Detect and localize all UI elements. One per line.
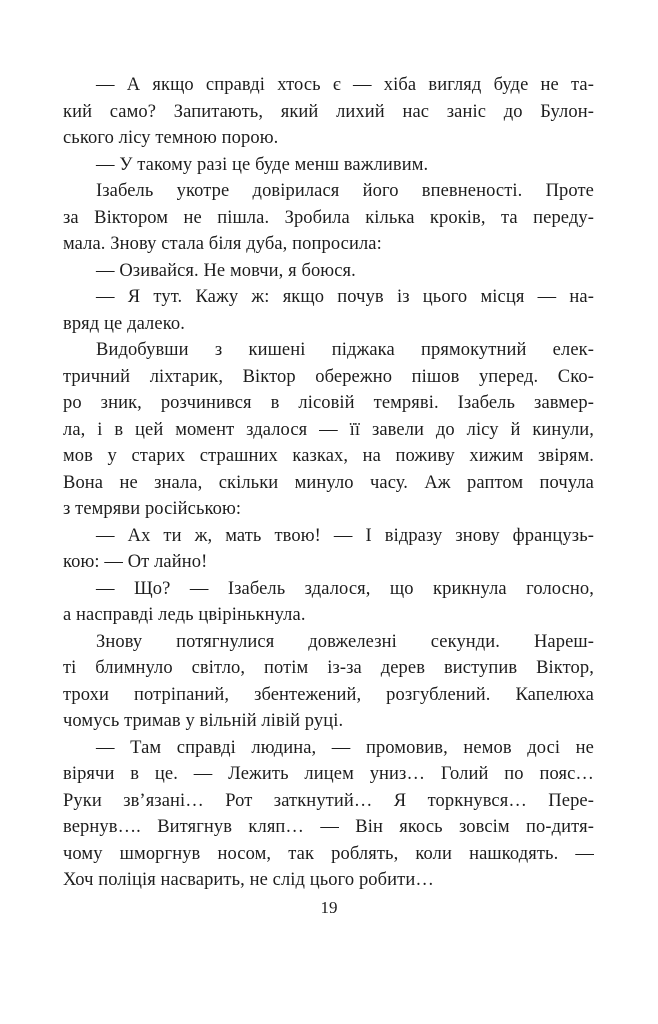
- text-line: ського лісу темною порою.: [63, 128, 279, 148]
- paragraph: [63, 337, 594, 523]
- text-line: Видобувши з кишені піджака прямокутний елек-: [96, 340, 594, 360]
- text-line: кою: — От лайно!: [63, 552, 208, 572]
- paragraph: [63, 178, 594, 258]
- paragraph: [63, 152, 594, 179]
- text-line: ті блимнуло світло, потім із-за дерев виступив Віктор,: [63, 658, 594, 678]
- text-line: чому шморгнув носом, так роблять, коли нашкодять. —: [63, 843, 594, 864]
- text-line: ла, і в цей момент здалося — її завели до лісу й кинули,: [63, 419, 594, 440]
- text-line: тричний ліхтарик, Віктор обережно пішов уперед. Ско-: [63, 366, 594, 387]
- text-line: — Я тут. Кажу ж: якщо почув із цього місця — на-: [96, 287, 594, 307]
- text-line: Ізабель укотре довірилася його впевненості. Проте: [96, 181, 594, 201]
- text-line: вряд це далеко.: [63, 313, 185, 334]
- text-line: ро зник, розчинився в лісовій темряві. Ізабель завмер-: [63, 393, 594, 413]
- text-line: — Озивайся. Не мовчи, я боюся.: [96, 260, 356, 281]
- text-line: мала. Знову стала біля дуба, попросила:: [63, 234, 382, 254]
- text-line: Вона не знала, скільки минуло часу. Аж раптом почула: [63, 472, 594, 493]
- text-block: [63, 72, 594, 894]
- paragraph: [63, 735, 594, 894]
- paragraph: [63, 576, 594, 629]
- text-line: — Що? — Ізабель здалося, що крикнула голосно,: [96, 578, 594, 599]
- text-line: — У такому разі це буде менш важливим.: [96, 154, 429, 175]
- text-line: з темряви російською:: [63, 499, 242, 519]
- page-number: 19: [320, 898, 338, 917]
- text-line: а насправді ледь цвірінькнула.: [63, 605, 306, 625]
- text-line: — Там справді людина, — промовив, немов досі не: [96, 737, 594, 758]
- text-line: вірячи в це. — Лежить лицем униз… Голий по пояс…: [63, 764, 594, 784]
- text-line: вернув…. Витягнув кляп… — Він якось зовсім по-дитя-: [63, 817, 594, 837]
- text-line: — А якщо справді хтось є — хіба вигляд буде не та-: [96, 75, 594, 95]
- text-line: Руки зв’язані… Рот заткнутий… Я торкнувся… Пере-: [63, 790, 594, 811]
- paragraph: [63, 284, 594, 337]
- text-line: Знову потягнулися довжелезні секунди. Нареш-: [96, 631, 594, 652]
- text-line: кий само? Запитають, який лихий нас заніс до Булон-: [63, 101, 594, 122]
- text-line: Хоч поліція насварить, не слід цього робити…: [63, 870, 434, 890]
- text-line: чомусь тримав у вільній лівій руці.: [63, 711, 344, 731]
- paragraph: [63, 72, 594, 152]
- text-line: мов у старих страшних казках, на поживу хижим звірям.: [63, 446, 594, 466]
- text-line: трохи потріпаний, збентежений, розгублений. Капелюха: [63, 684, 594, 705]
- paragraph: [63, 629, 594, 735]
- text-line: за Віктором не пішла. Зробила кілька кроків, та переду-: [63, 207, 594, 228]
- text-line: — Ах ти ж, мать твою! — І відразу знову французь-: [96, 525, 594, 546]
- paragraph: [63, 523, 594, 576]
- paragraph: [63, 258, 594, 285]
